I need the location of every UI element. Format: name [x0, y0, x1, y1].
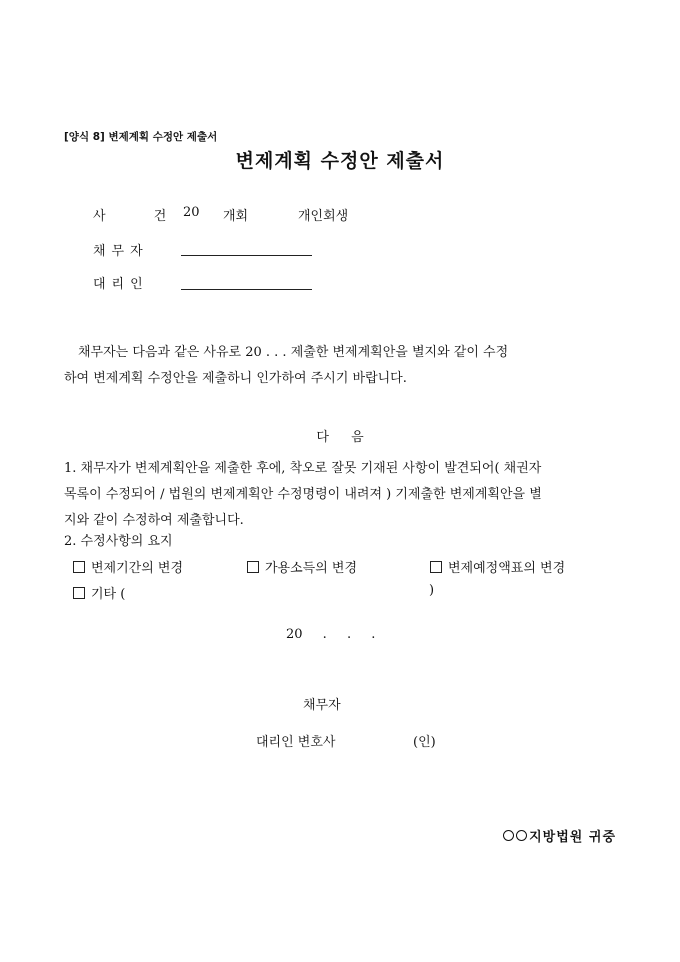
item-2-title: 2. 수정사항의 요지: [64, 534, 173, 549]
section-heading: 다 음: [316, 430, 364, 445]
case-number-suffix: 개회: [223, 209, 249, 224]
option-other[interactable]: [73, 583, 125, 602]
checkbox-icon[interactable]: [73, 587, 85, 599]
option-label: 변제예정액표의 변경: [448, 561, 566, 576]
checkbox-icon[interactable]: [247, 561, 259, 573]
checkbox-icon[interactable]: [73, 561, 85, 573]
case-type: 개인회생: [298, 209, 349, 224]
option-other-close: ): [429, 583, 435, 598]
option-label: 변제기간의 변경: [91, 561, 184, 576]
page-title: 변제계획 수정안 제출서: [235, 150, 445, 172]
form-label: [양식 8] 변제계획 수정안 제출서: [64, 131, 218, 143]
signature-debtor: 채무자: [303, 698, 341, 713]
date-line: 20 . . .: [286, 627, 376, 642]
option-disposable-income[interactable]: [247, 557, 357, 576]
body-paragraph: [64, 340, 620, 392]
option-repayment-period[interactable]: [73, 557, 183, 576]
option-repayment-schedule[interactable]: [430, 557, 565, 576]
circle-placeholder-icon: [503, 830, 514, 841]
item-1-line-1: 1. 채무자가 변제계획안을 제출한 후에, 착오로 잘못 기재된 사항이 발견되어( 채권자: [64, 461, 542, 476]
debtor-blank-line: [181, 255, 312, 256]
agent-label: 대리인: [93, 277, 149, 292]
item-1: [64, 456, 620, 534]
agent-blank-line: [181, 289, 312, 290]
debtor-label: 채무자: [93, 244, 149, 259]
circle-placeholder-icon: [516, 830, 527, 841]
seal-mark: (인): [413, 735, 436, 750]
case-year: 20: [183, 205, 200, 220]
case-label: 사 건: [93, 209, 189, 224]
body-line-2: 하여 변제계획 수정안을 제출하니 인가하여 주시기 바랍니다.: [64, 371, 407, 386]
item-1-line-3: 지와 같이 수정하여 제출합니다.: [64, 513, 244, 528]
court-name: 지방법원 귀중: [529, 830, 616, 845]
option-label: 기타 (: [91, 587, 126, 602]
item-1-line-2: 목록이 수정되어 / 법원의 변제계획안 수정명령이 내려져 ) 기제출한 변제계획안을 별: [64, 487, 542, 502]
court-addressee: [503, 826, 616, 845]
option-label: 가용소득의 변경: [265, 561, 358, 576]
body-line-1: 채무자는 다음과 같은 사유로 20 . . . 제출한 변제계획안을 별지와 같이 수정: [78, 345, 509, 360]
checkbox-icon[interactable]: [430, 561, 442, 573]
signature-agent: 대리인 변호사: [256, 735, 336, 750]
